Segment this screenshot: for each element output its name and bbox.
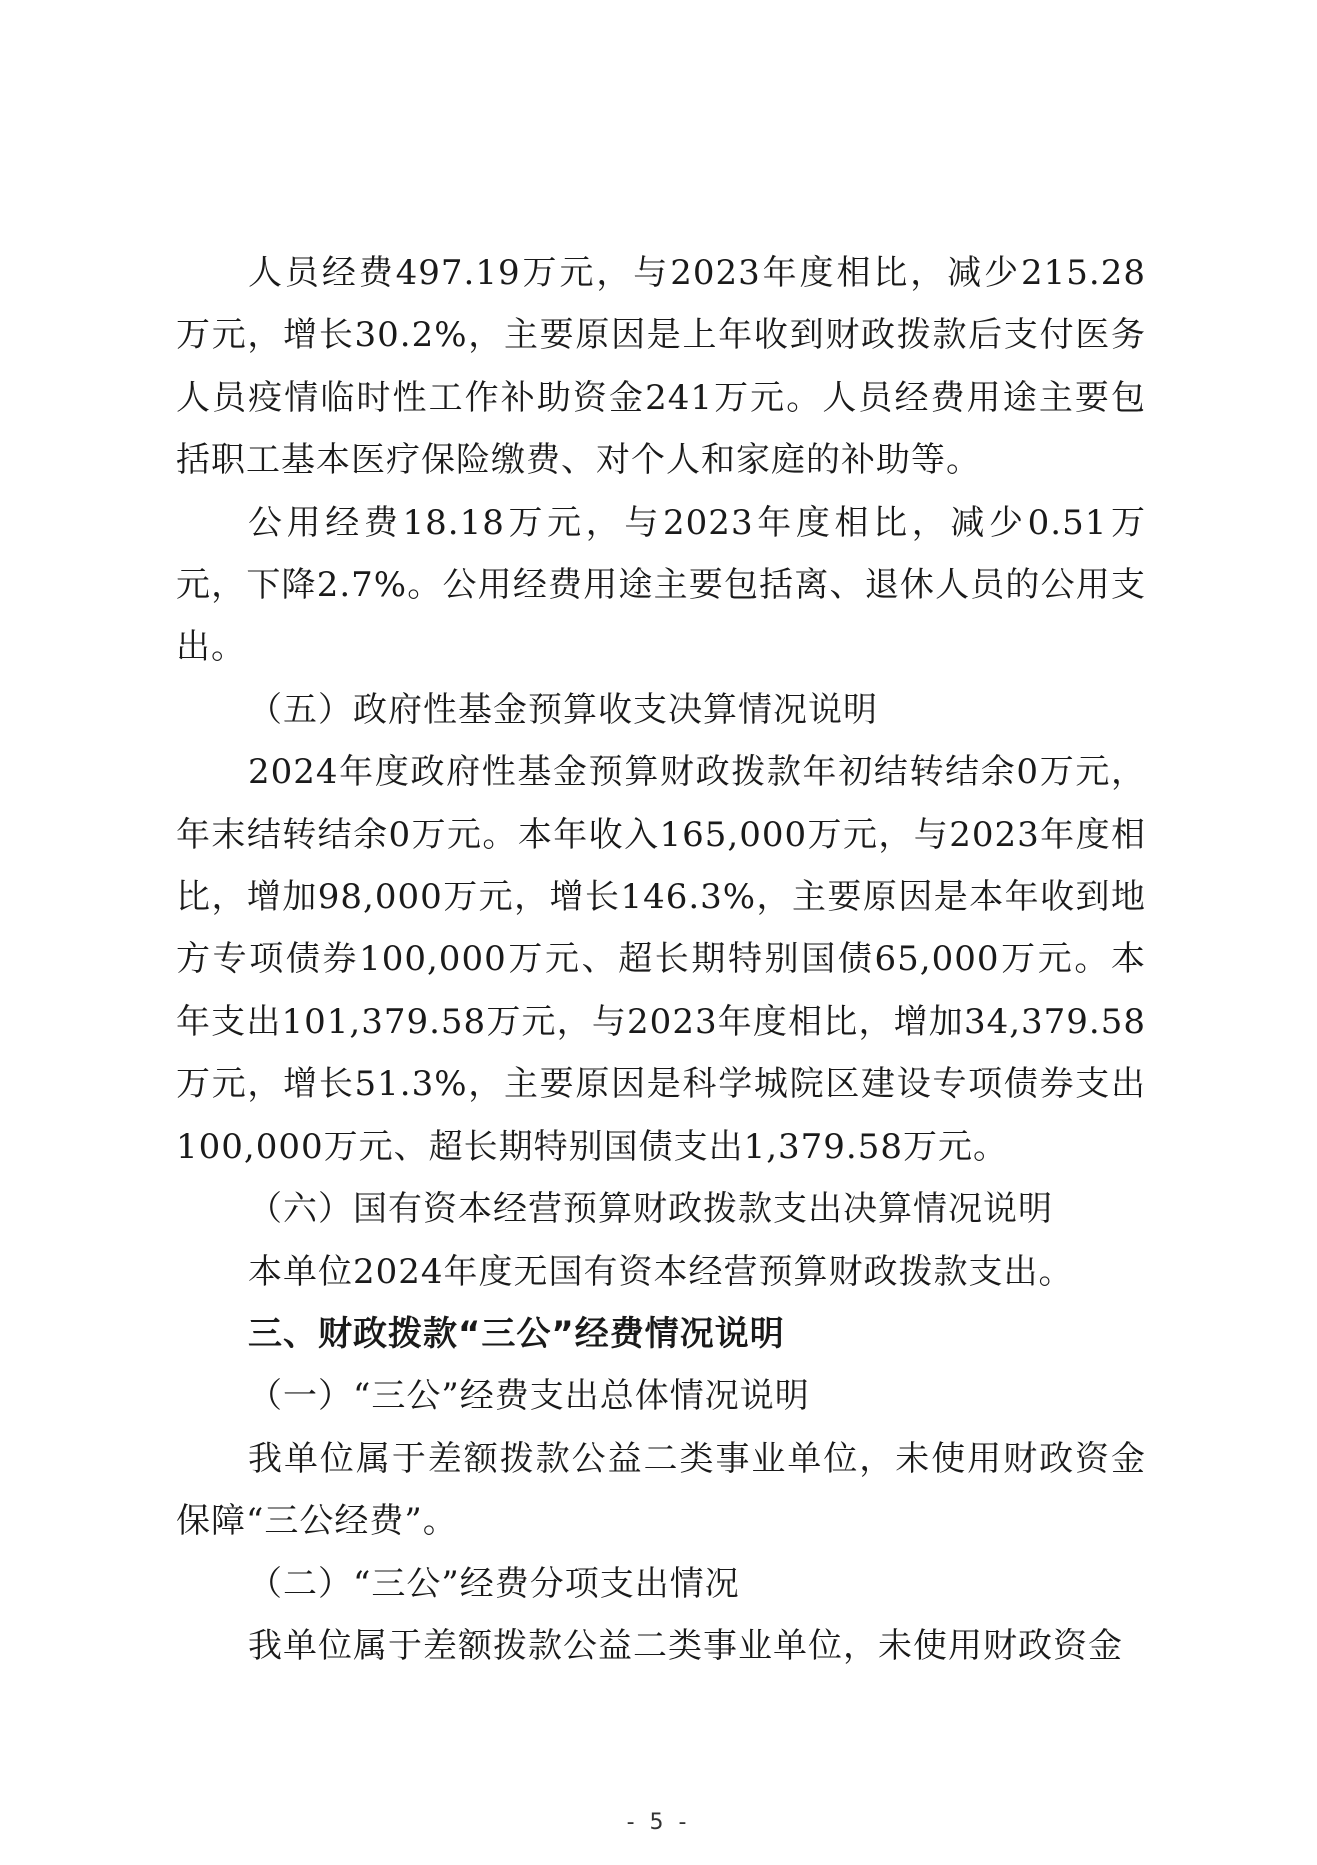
section-heading-government-fund: （五）政府性基金预算收支决算情况说明 bbox=[248, 689, 878, 730]
paragraph-public-expenses: 公用经费18.18万元，与2023年度相比，减少0.51万元，下降2.7%。公用经费用途主要包括离、退休人员的公用支出。 bbox=[176, 502, 1146, 668]
section-heading-three-public-items: （二）“三公”经费分项支出情况 bbox=[248, 1563, 740, 1604]
paragraph-personnel-expenses: 人员经费497.19万元，与2023年度相比，减少215.28万元，增长30.2%，主要原因是上年收到财政拨款后支付医务人员疫情临时性工作补助资金241万元。人员经费用途主要包括职工基本医疗保险缴费、对个人和家庭的补助等。 bbox=[176, 253, 1146, 481]
chapter-heading-three-public: 三、财政拨款“三公”经费情况说明 bbox=[248, 1313, 785, 1354]
page-number: - 5 - bbox=[626, 1810, 691, 1835]
section-heading-state-capital: （六）国有资本经营预算财政拨款支出决算情况说明 bbox=[248, 1189, 1053, 1230]
document-body bbox=[176, 242, 1146, 1677]
paragraph-state-capital: 本单位2024年度无国有资本经营预算财政拨款支出。 bbox=[248, 1251, 1074, 1292]
paragraph-three-public-items: 我单位属于差额拨款公益二类事业单位，未使用财政资金 bbox=[248, 1625, 1123, 1666]
paragraph-three-public-overall: 我单位属于差额拨款公益二类事业单位，未使用财政资金保障“三公经费”。 bbox=[176, 1438, 1146, 1542]
section-heading-three-public-overall: （一）“三公”经费支出总体情况说明 bbox=[248, 1376, 810, 1417]
paragraph-government-fund: 2024年度政府性基金预算财政拨款年初结转结余0万元，年末结转结余0万元。本年收入165,000万元，与2023年度相比，增加98,000万元，增长146.3%，主要原因是本年收到地方专项债券100,000万元、超长期特别国债65,000万元。本年支出101,379.58万元，与2023年度相比，增加34,379.58万元，增长51.3%，主要原因是科学城院区建设专项债券支出100,000万元、超长期特别国债支出1,379.58万元。 bbox=[176, 752, 1146, 1167]
